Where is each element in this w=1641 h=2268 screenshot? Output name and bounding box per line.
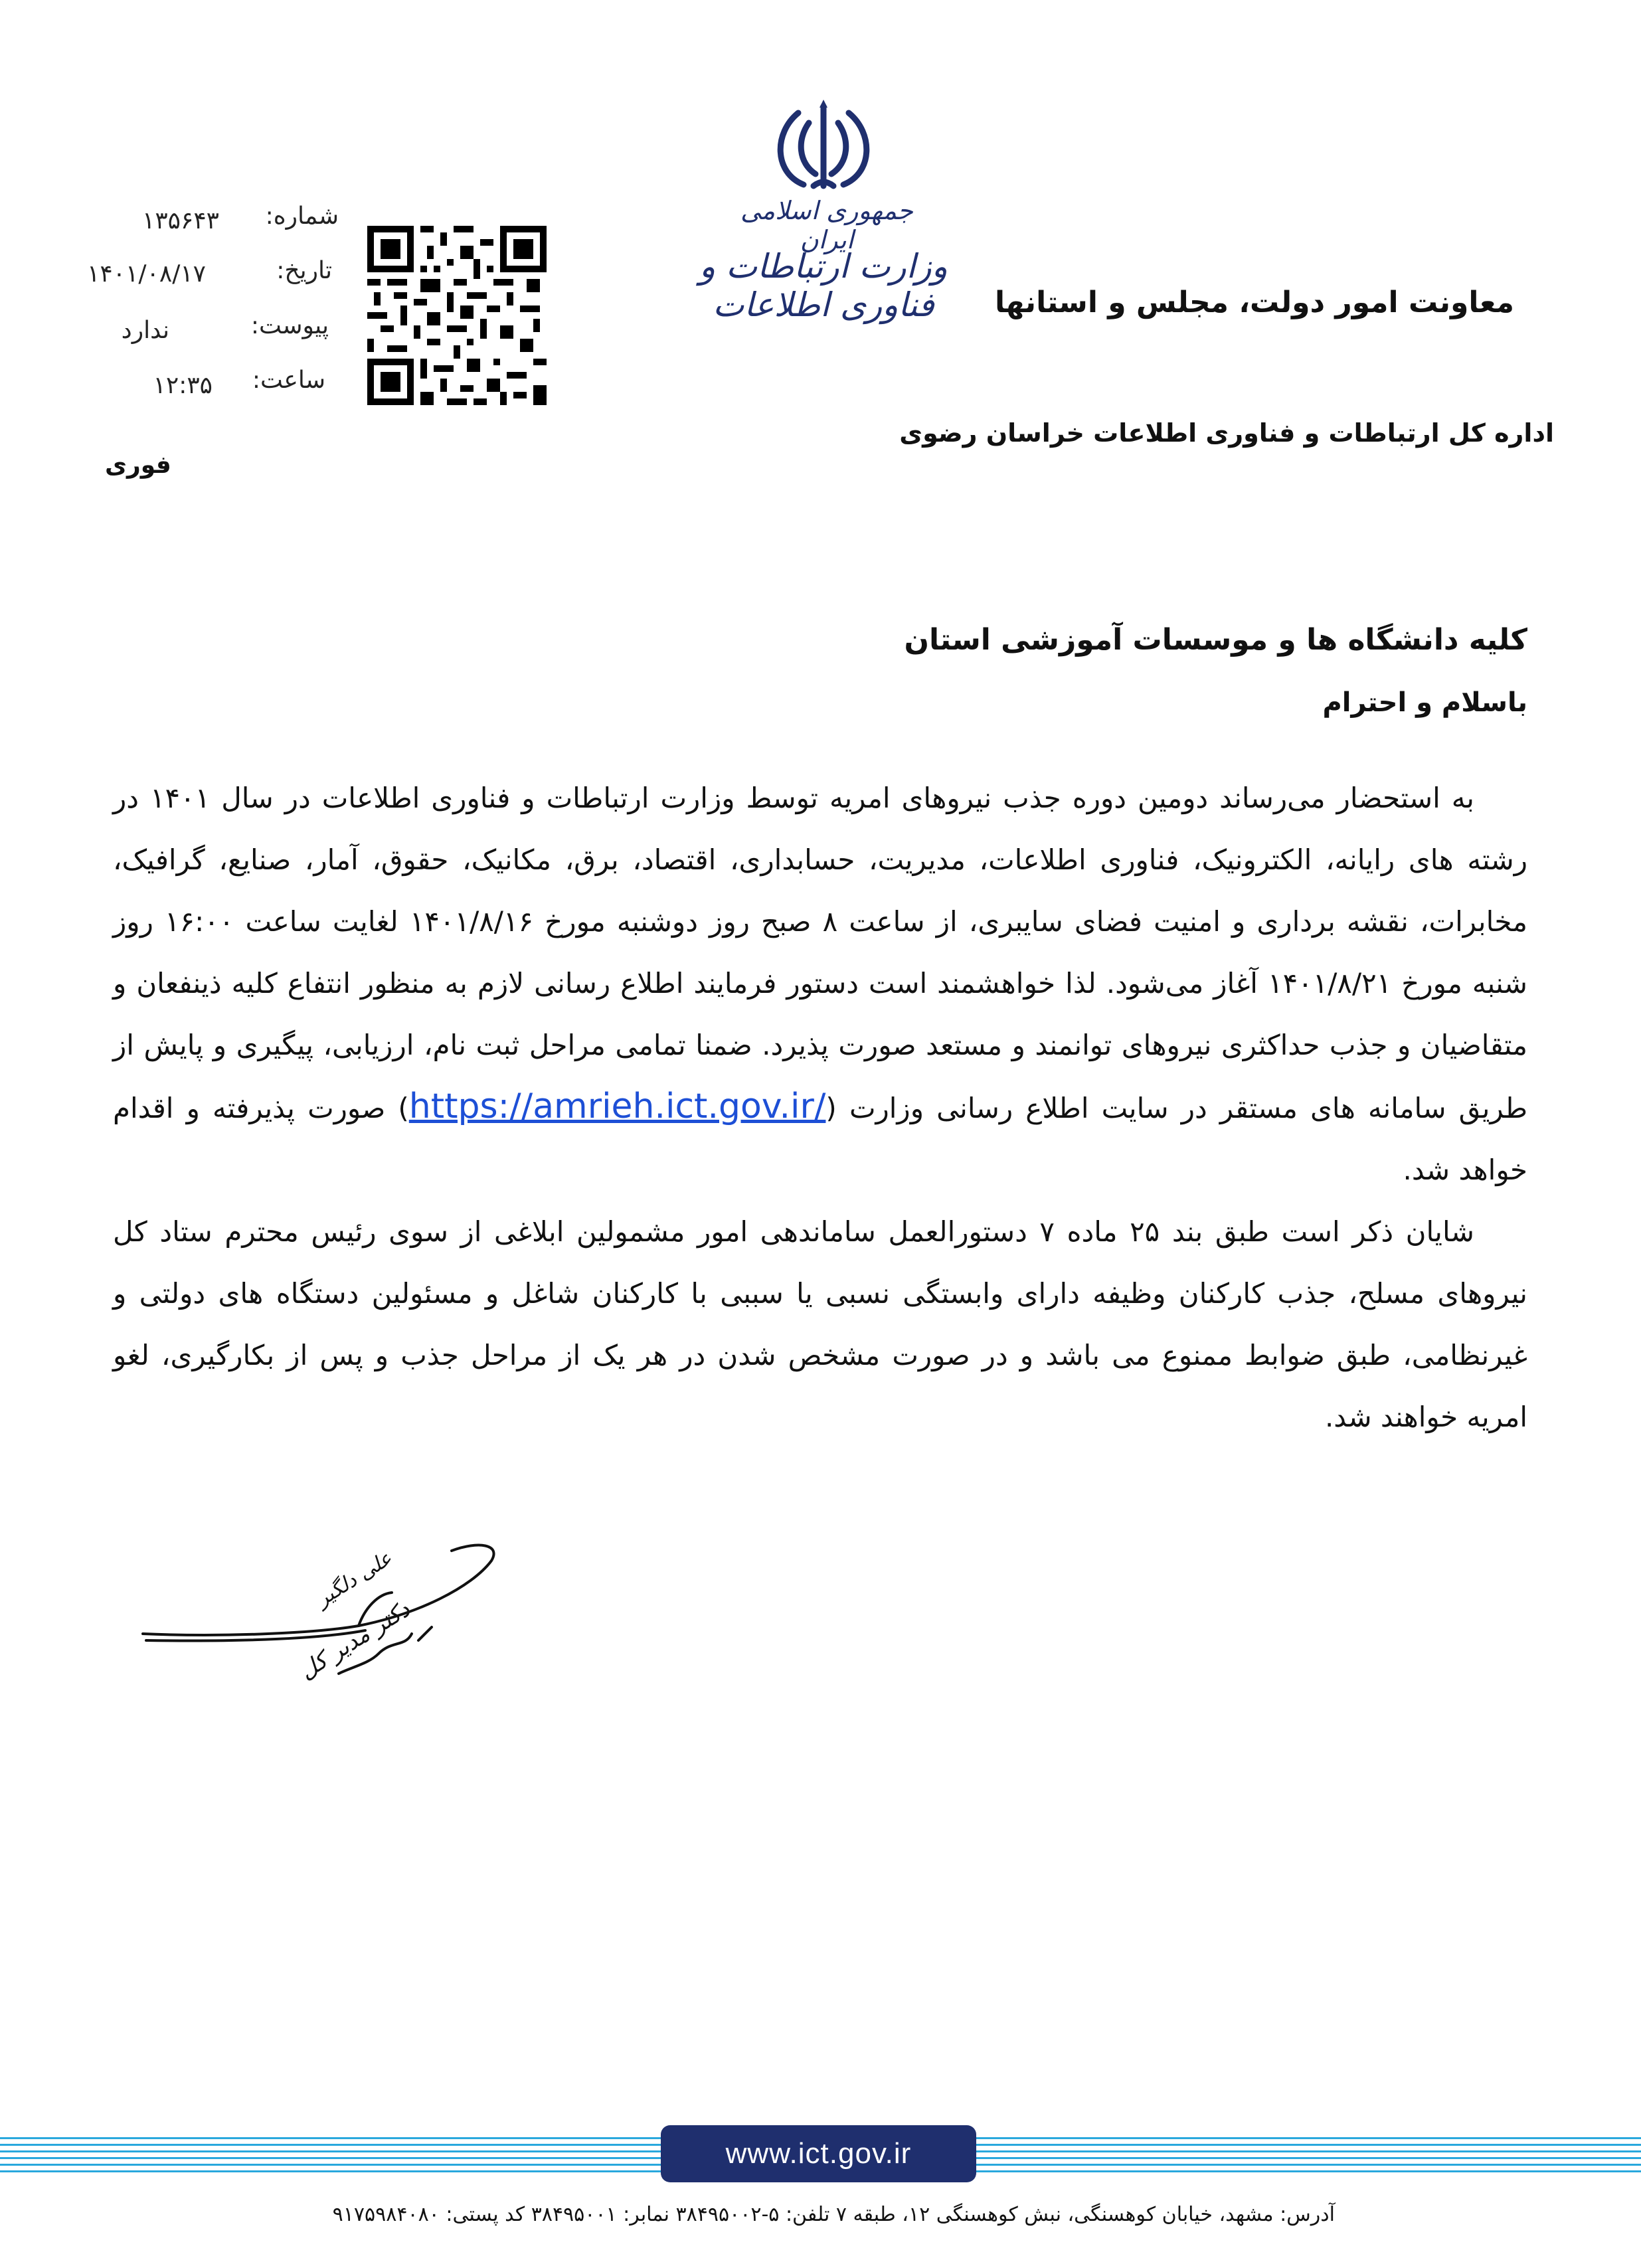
paragraph-1-tail: ) صورت پذیرفته و اقدام خواهد شد. <box>113 1092 1527 1186</box>
emblem-country-name: جمهوری اسلامی ایران <box>740 196 913 254</box>
letter-body <box>113 767 1527 1448</box>
addressee: کلیه دانشگاه ها و موسسات آموزشی استان <box>904 623 1527 657</box>
paragraph-1-text: به استحضار می‌رساند دومین دوره جذب نیروهای امریه توسط وزارت ارتباطات و فناوری اطلاعات در سال ۱۴۰۱ در رشته های رایانه، الکترونیک، فناوری اطلاعات، مدیریت، حسابداری، اقتصاد، برق، مکانیک، حقوق، آمار، صنایع، گرافیک، مخابرات، نقشه برداری و امنیت فضای سایبری، از ساعت ۸ صبح روز دوشنبه مورخ ۱۴۰۱/۸/۱۶ لغایت ساعت ۱۶:۰۰ روز شنبه مورخ ۱۴۰۱/۸/۲۱ آغاز می‌شود. لذا خواهشمند است دستور فرمایند اطلاع رسانی لازم به منظور انتفاع کلیه ذینفعان و متقاضیان و جذب حداکثری نیروهای توانمند و مستعد صورت پذیرد. ضمنا تمامی مراحل ثبت نام، ارزیابی، پیگیری و پایش از طریق سامانه های مستقر در سایت اطلاع رسانی وزارت ( <box>113 782 1528 1124</box>
iran-emblem-icon <box>757 100 890 199</box>
attachment-value: ندارد <box>121 317 169 344</box>
paragraph-2-text: شایان ذکر است طبق بند ۲۵ ماده ۷ دستورالعمل ساماندهی امور مشمولین ابلاغی از سوی رئیس محترم ستاد کل نیروهای مسلح، جذب کارکنان وظیفه دارای وابستگی نسبی یا سببی با کارکنان شاغل و مسئولین دستگاه های دولتی و غیرنظامی، طبق ضوابط ممنوع می باشد و در صورت مشخص شدن در هر یک از مراحل جذب و پس از بکارگیری، لغو امریه خواهند شد. <box>113 1215 1527 1433</box>
time-label: ساعت: <box>252 367 325 394</box>
emblem-ministry-name: وزارت ارتباطات و فناوری اطلاعات <box>699 247 948 324</box>
priority-badge: فوری <box>105 452 171 479</box>
website-link[interactable]: www.ict.gov.ir <box>661 2125 976 2182</box>
signature-name: علی دلگیر <box>312 1546 396 1612</box>
number-value: ۱۳۵۶۴۳ <box>141 207 219 234</box>
time-value: ۱۲:۳۵ <box>153 372 213 399</box>
sender-deputy: معاونت امور دولت، مجلس و استانها <box>994 286 1514 319</box>
qr-code <box>367 226 547 405</box>
body-paragraph-1 <box>113 767 1527 1201</box>
recipient-office: اداره کل ارتباطات و فناوری اطلاعات خراسان رضوی <box>899 418 1554 448</box>
body-paragraph-2 <box>113 1201 1527 1448</box>
greeting: باسلام و احترام <box>1322 687 1527 718</box>
footer-address: آدرس: مشهد، خیابان کوهسنگی، نبش کوهسنگی ۱۲، طبقه ۷ تلفن: ۵-۳۸۴۹۵۰۰۲ نمابر: ۳۸۴۹۵۰۰۱ کد پستی: ۹۱۷۵۹۸۴۰۸۰ <box>332 2203 1335 2226</box>
attachment-label: پیوست: <box>250 312 329 339</box>
signature-image <box>139 1521 511 1720</box>
number-label: شماره: <box>265 203 339 230</box>
date-label: تاریخ: <box>276 257 332 284</box>
signature-title: دکتر مدیر کل <box>294 1596 415 1685</box>
amrieh-link[interactable]: https://amrieh.ict.gov.ir/ <box>408 1087 826 1126</box>
date-value: ۱۴۰۱/۰۸/۱۷ <box>87 260 206 288</box>
